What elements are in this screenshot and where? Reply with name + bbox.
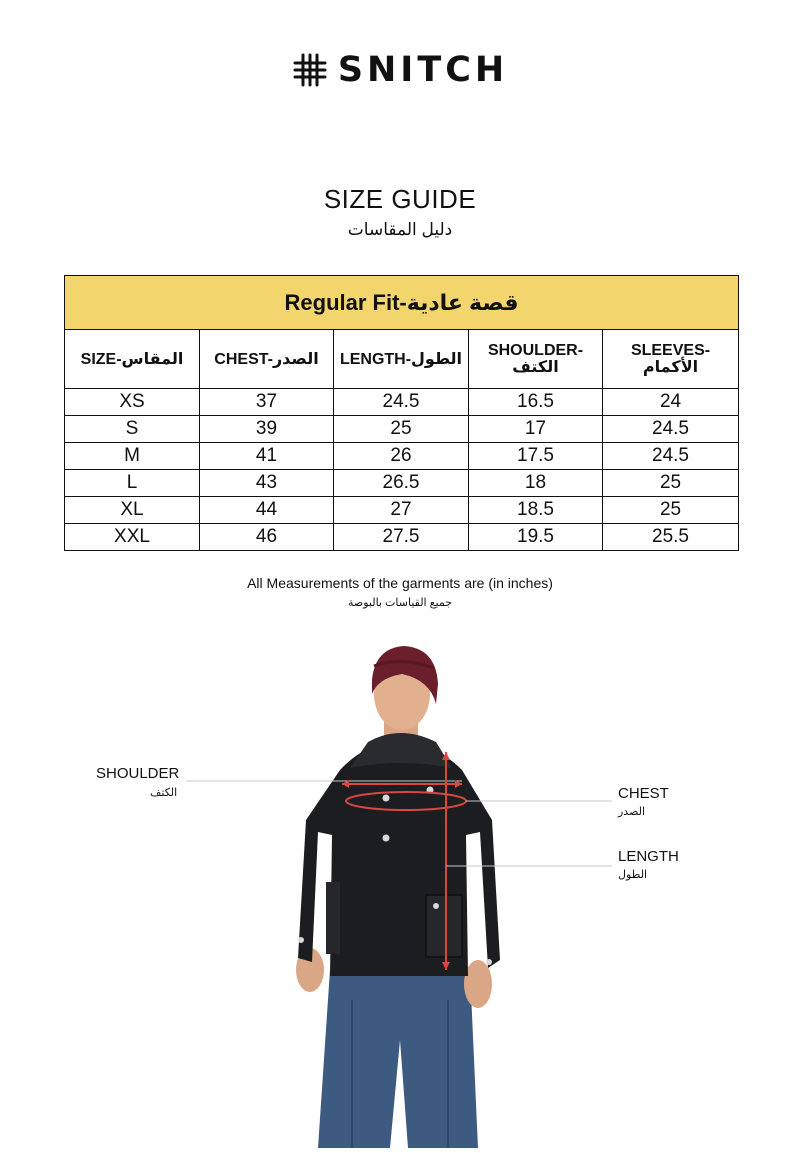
cell-size: M [65, 443, 200, 470]
cell-shoulder: 16.5 [469, 389, 603, 416]
label-shoulder-arabic: الكتف [150, 787, 178, 799]
table-row [65, 416, 739, 443]
cell-sleeves: 25.5 [603, 524, 739, 551]
model-figure [0, 620, 800, 1148]
cell-shoulder: 18 [469, 470, 603, 497]
cell-length: 27 [334, 497, 469, 524]
cell-sleeves: 24.5 [603, 443, 739, 470]
table-row [65, 389, 739, 416]
grid-hash-icon [292, 52, 328, 88]
size-table [64, 275, 739, 551]
cell-size: L [65, 470, 200, 497]
cell-chest: 39 [200, 416, 334, 443]
brand-logo [0, 50, 800, 90]
table-header-row [65, 330, 739, 389]
cell-chest: 43 [200, 470, 334, 497]
model-illustration [0, 620, 800, 1148]
cell-length: 25 [334, 416, 469, 443]
cell-sleeves: 25 [603, 497, 739, 524]
measurement-note: All Measurements of the garments are (in inches) [247, 575, 553, 591]
cell-length: 26.5 [334, 470, 469, 497]
cell-shoulder: 19.5 [469, 524, 603, 551]
cell-size: S [65, 416, 200, 443]
header-sleeves: SLEEVES- الأكمام [603, 330, 739, 389]
cell-chest: 41 [200, 443, 334, 470]
cell-size: XL [65, 497, 200, 524]
table-row [65, 443, 739, 470]
header-length: LENGTH-الطول [334, 330, 469, 389]
cell-sleeves: 24 [603, 389, 739, 416]
header-chest: CHEST-الصدر [200, 330, 334, 389]
measurement-note-arabic: جميع القياسات بالبوصة [347, 597, 453, 609]
table-row [65, 470, 739, 497]
cell-shoulder: 18.5 [469, 497, 603, 524]
header-shoulder: SHOULDER- الكتف [469, 330, 603, 389]
cell-chest: 37 [200, 389, 334, 416]
label-shoulder: SHOULDER [96, 765, 180, 782]
cell-sleeves: 25 [603, 470, 739, 497]
table-row [65, 497, 739, 524]
label-chest-arabic: الصدر [618, 806, 646, 818]
page-title: SIZE GUIDE [323, 184, 477, 214]
cell-length: 26 [334, 443, 469, 470]
cell-length: 24.5 [334, 389, 469, 416]
label-length-arabic: الطول [618, 869, 648, 881]
brand-name: SNITCH [337, 50, 509, 90]
page-title-arabic: دليل المقاسات [347, 220, 453, 239]
fit-label: Regular Fit-قصة عادية [65, 276, 739, 330]
cell-shoulder: 17.5 [469, 443, 603, 470]
table-row [65, 524, 739, 551]
cell-length: 27.5 [334, 524, 469, 551]
header-size: SIZE-المقاس [65, 330, 200, 389]
cell-shoulder: 17 [469, 416, 603, 443]
cell-chest: 44 [200, 497, 334, 524]
cell-size: XS [65, 389, 200, 416]
cell-size: XXL [65, 524, 200, 551]
cell-chest: 46 [200, 524, 334, 551]
label-length: LENGTH [618, 848, 679, 865]
label-chest: CHEST [618, 785, 669, 802]
cell-sleeves: 24.5 [603, 416, 739, 443]
